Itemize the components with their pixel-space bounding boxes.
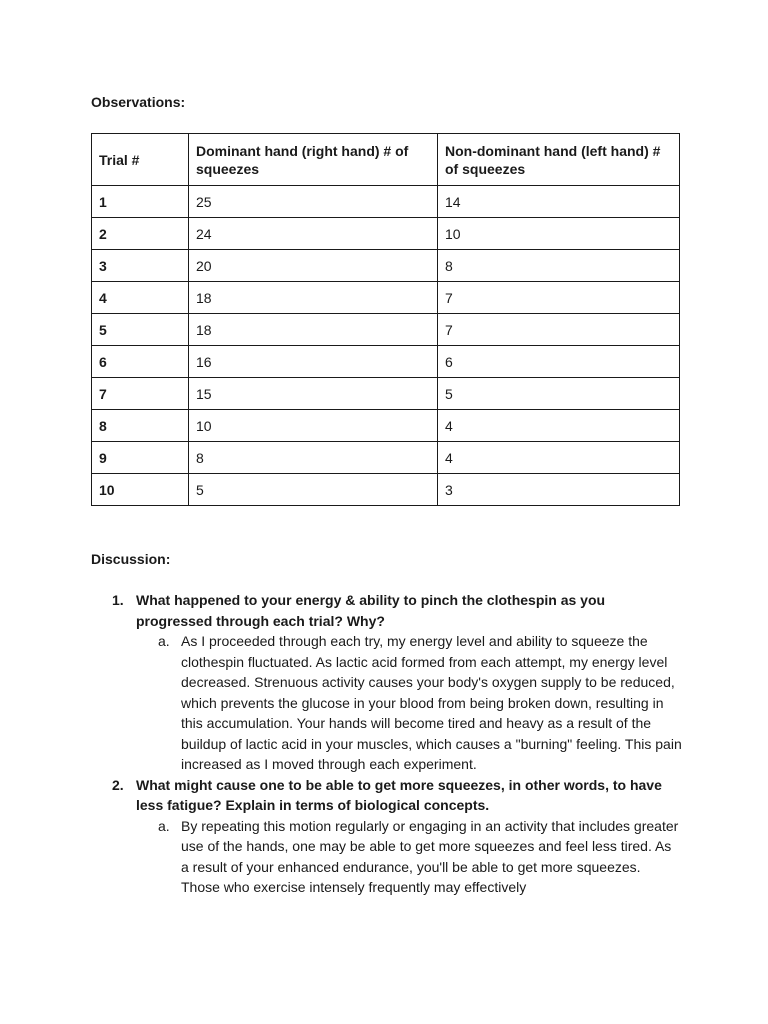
trial-cell: 5 bbox=[92, 314, 189, 346]
answer-text: As I proceeded through each try, my energy level and ability to squeeze the clothespin fluctuated. As lactic acid formed from each attempt, my energy level decreased. Strenuous activity causes your body's oxygen supply to be reduced, which prevents the glucose in your blood from being broken down, resulting in this accumulation. Your hands will become tired and heavy as a result of the buildup of lactic acid in your muscles, which causes a "burning" feeling. This pain increased as I moved through each experiment. bbox=[181, 633, 682, 772]
non-dominant-hand-cell: 5 bbox=[438, 378, 680, 410]
dominant-hand-cell: 24 bbox=[189, 218, 438, 250]
table-row bbox=[92, 410, 680, 442]
dominant-hand-cell: 15 bbox=[189, 378, 438, 410]
non-dominant-hand-cell: 7 bbox=[438, 282, 680, 314]
answer-2a bbox=[158, 816, 682, 898]
dominant-hand-cell: 16 bbox=[189, 346, 438, 378]
dominant-hand-cell: 5 bbox=[189, 474, 438, 506]
header-dominant-hand: Dominant hand (right hand) # of squeezes bbox=[189, 134, 438, 186]
non-dominant-hand-cell: 6 bbox=[438, 346, 680, 378]
dominant-hand-cell: 20 bbox=[189, 250, 438, 282]
trial-cell: 7 bbox=[92, 378, 189, 410]
question-number: 1. bbox=[112, 592, 124, 608]
answer-letter: a. bbox=[158, 633, 170, 649]
non-dominant-hand-cell: 4 bbox=[438, 410, 680, 442]
table-header-row bbox=[92, 134, 680, 186]
table-row bbox=[92, 282, 680, 314]
table-row bbox=[92, 218, 680, 250]
trial-cell: 1 bbox=[92, 186, 189, 218]
discussion-heading: Discussion: bbox=[91, 551, 171, 567]
question-text: What might cause one to be able to get more squeezes, in other words, to have less fatigue? Explain in terms of biological concepts. bbox=[136, 776, 662, 813]
trial-cell: 8 bbox=[92, 410, 189, 442]
dominant-hand-cell: 18 bbox=[189, 314, 438, 346]
table-row bbox=[92, 378, 680, 410]
dominant-hand-cell: 10 bbox=[189, 410, 438, 442]
header-non-dominant-hand: Non-dominant hand (left hand) # of squeezes bbox=[438, 134, 680, 186]
table-row bbox=[92, 346, 680, 378]
answer-1a bbox=[158, 631, 682, 775]
non-dominant-hand-cell: 7 bbox=[438, 314, 680, 346]
non-dominant-hand-cell: 8 bbox=[438, 250, 680, 282]
question-1 bbox=[112, 590, 682, 631]
non-dominant-hand-cell: 14 bbox=[438, 186, 680, 218]
table-row bbox=[92, 442, 680, 474]
dominant-hand-cell: 18 bbox=[189, 282, 438, 314]
question-number: 2. bbox=[112, 776, 124, 793]
trial-cell: 10 bbox=[92, 474, 189, 506]
trial-cell: 9 bbox=[92, 442, 189, 474]
table-row bbox=[92, 474, 680, 506]
table-row bbox=[92, 186, 680, 218]
trial-cell: 3 bbox=[92, 250, 189, 282]
non-dominant-hand-cell: 4 bbox=[438, 442, 680, 474]
question-2 bbox=[112, 775, 682, 816]
trial-cell: 4 bbox=[92, 282, 189, 314]
table-row bbox=[92, 250, 680, 282]
answer-letter: a. bbox=[158, 817, 170, 834]
non-dominant-hand-cell: 3 bbox=[438, 474, 680, 506]
trial-cell: 6 bbox=[92, 346, 189, 378]
table-row bbox=[92, 314, 680, 346]
answer-text: By repeating this motion regularly or engaging in an activity that includes greater use of the hands, one may be able to get more squeezes and feel less tired. As a result of your enhanced endurance, you'll be able to get more squeezes. Those who exercise intensely frequently may effectively bbox=[181, 817, 679, 895]
observations-table bbox=[91, 133, 680, 506]
dominant-hand-cell: 25 bbox=[189, 186, 438, 218]
dominant-hand-cell: 8 bbox=[189, 442, 438, 474]
non-dominant-hand-cell: 10 bbox=[438, 218, 680, 250]
question-text: What happened to your energy & ability to pinch the clothespin as you progressed through each trial? Why? bbox=[136, 592, 606, 629]
observations-heading: Observations: bbox=[91, 94, 186, 110]
discussion-list bbox=[112, 590, 682, 898]
header-trial: Trial # bbox=[92, 134, 189, 186]
trial-cell: 2 bbox=[92, 218, 189, 250]
